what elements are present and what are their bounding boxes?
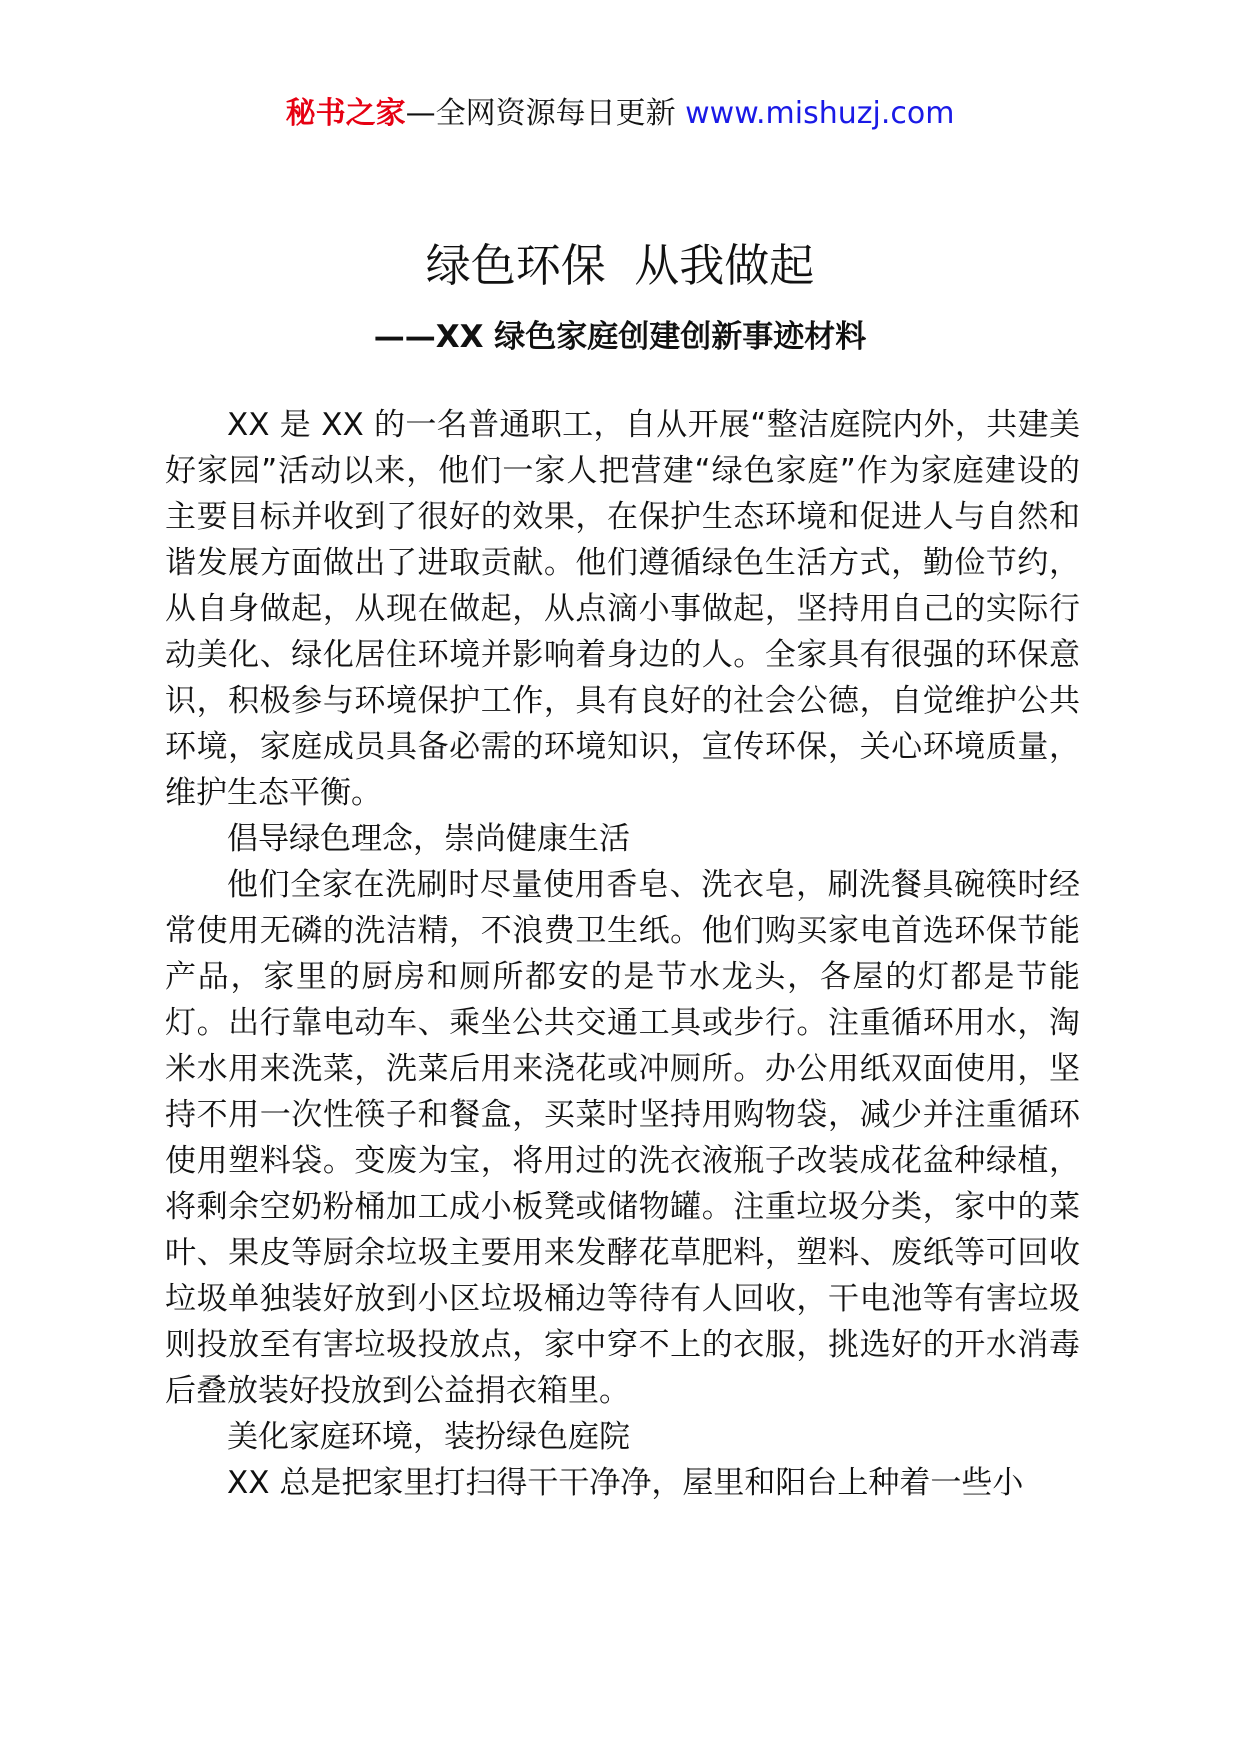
site-brand: 秘书之家 xyxy=(285,96,406,131)
body-paragraph: XX 是 XX 的一名普通职工，自从开展“整洁庭院内外，共建美好家园”活动以来，他们一家人把营建“绿色家庭”作为家庭建设的主要目标并收到了很好的效果，在保护生态环境和促进人与自然和谐发展方面做出了进取贡献。他们遵循绿色生活方式，勤俭节约，从自身做起，从现在做起，从点滴小事做起，坚持用自己的实际行动美化、绿化居住环境并影响着身边的人。全家具有很强的环保意识，积极参与环境保护工作，具有良好的社会公德，自觉维护公共环境，家庭成员具备必需的环境知识，宣传环保，关心环境质量，维护生态平衡。 xyxy=(165,407,1080,811)
document-body xyxy=(165,402,1080,1506)
document-title: 绿色环保 从我做起 xyxy=(425,239,815,292)
section-heading: 倡导绿色理念，崇尚健康生活 xyxy=(227,821,630,857)
site-url-link[interactable]: www.mishuzj.com xyxy=(685,96,955,131)
document-subtitle: ——XX 绿色家庭创建创新事迹材料 xyxy=(373,319,867,355)
body-paragraph: 他们全家在洗刷时尽量使用香皂、洗衣皂，刷洗餐具碗筷时经常使用无磷的洗洁精，不浪费卫生纸。他们购买家电首选环保节能产品，家里的厨房和厕所都安的是节水龙头，各屋的灯都是节能灯。出行靠电动车、乘坐公共交通工具或步行。注重循环用水，淘米水用来洗菜，洗菜后用来浇花或冲厕所。办公用纸双面使用，坚持不用一次性筷子和餐盒，买菜时坚持用购物袋，减少并注重循环使用塑料袋。变废为宝，将用过的洗衣液瓶子改装成花盆种绿植，将剩余空奶粉桶加工成小板凳或储物罐。注重垃圾分类，家中的菜叶、果皮等厨余垃圾主要用来发酵花草肥料，塑料、废纸等可回收垃圾单独装好放到小区垃圾桶边等待有人回收，干电池等有害垃圾则投放至有害垃圾投放点，家中穿不上的衣服，挑选好的开水消毒后叠放装好投放到公益捐衣箱里。 xyxy=(165,867,1080,1409)
site-tagline: —全网资源每日更新 xyxy=(405,96,676,131)
site-header xyxy=(0,94,1240,134)
section-heading: 美化家庭环境，装扮绿色庭院 xyxy=(227,1419,630,1455)
body-paragraph: XX 总是把家里打扫得干干净净，屋里和阳台上种着一些小 xyxy=(227,1465,1024,1501)
